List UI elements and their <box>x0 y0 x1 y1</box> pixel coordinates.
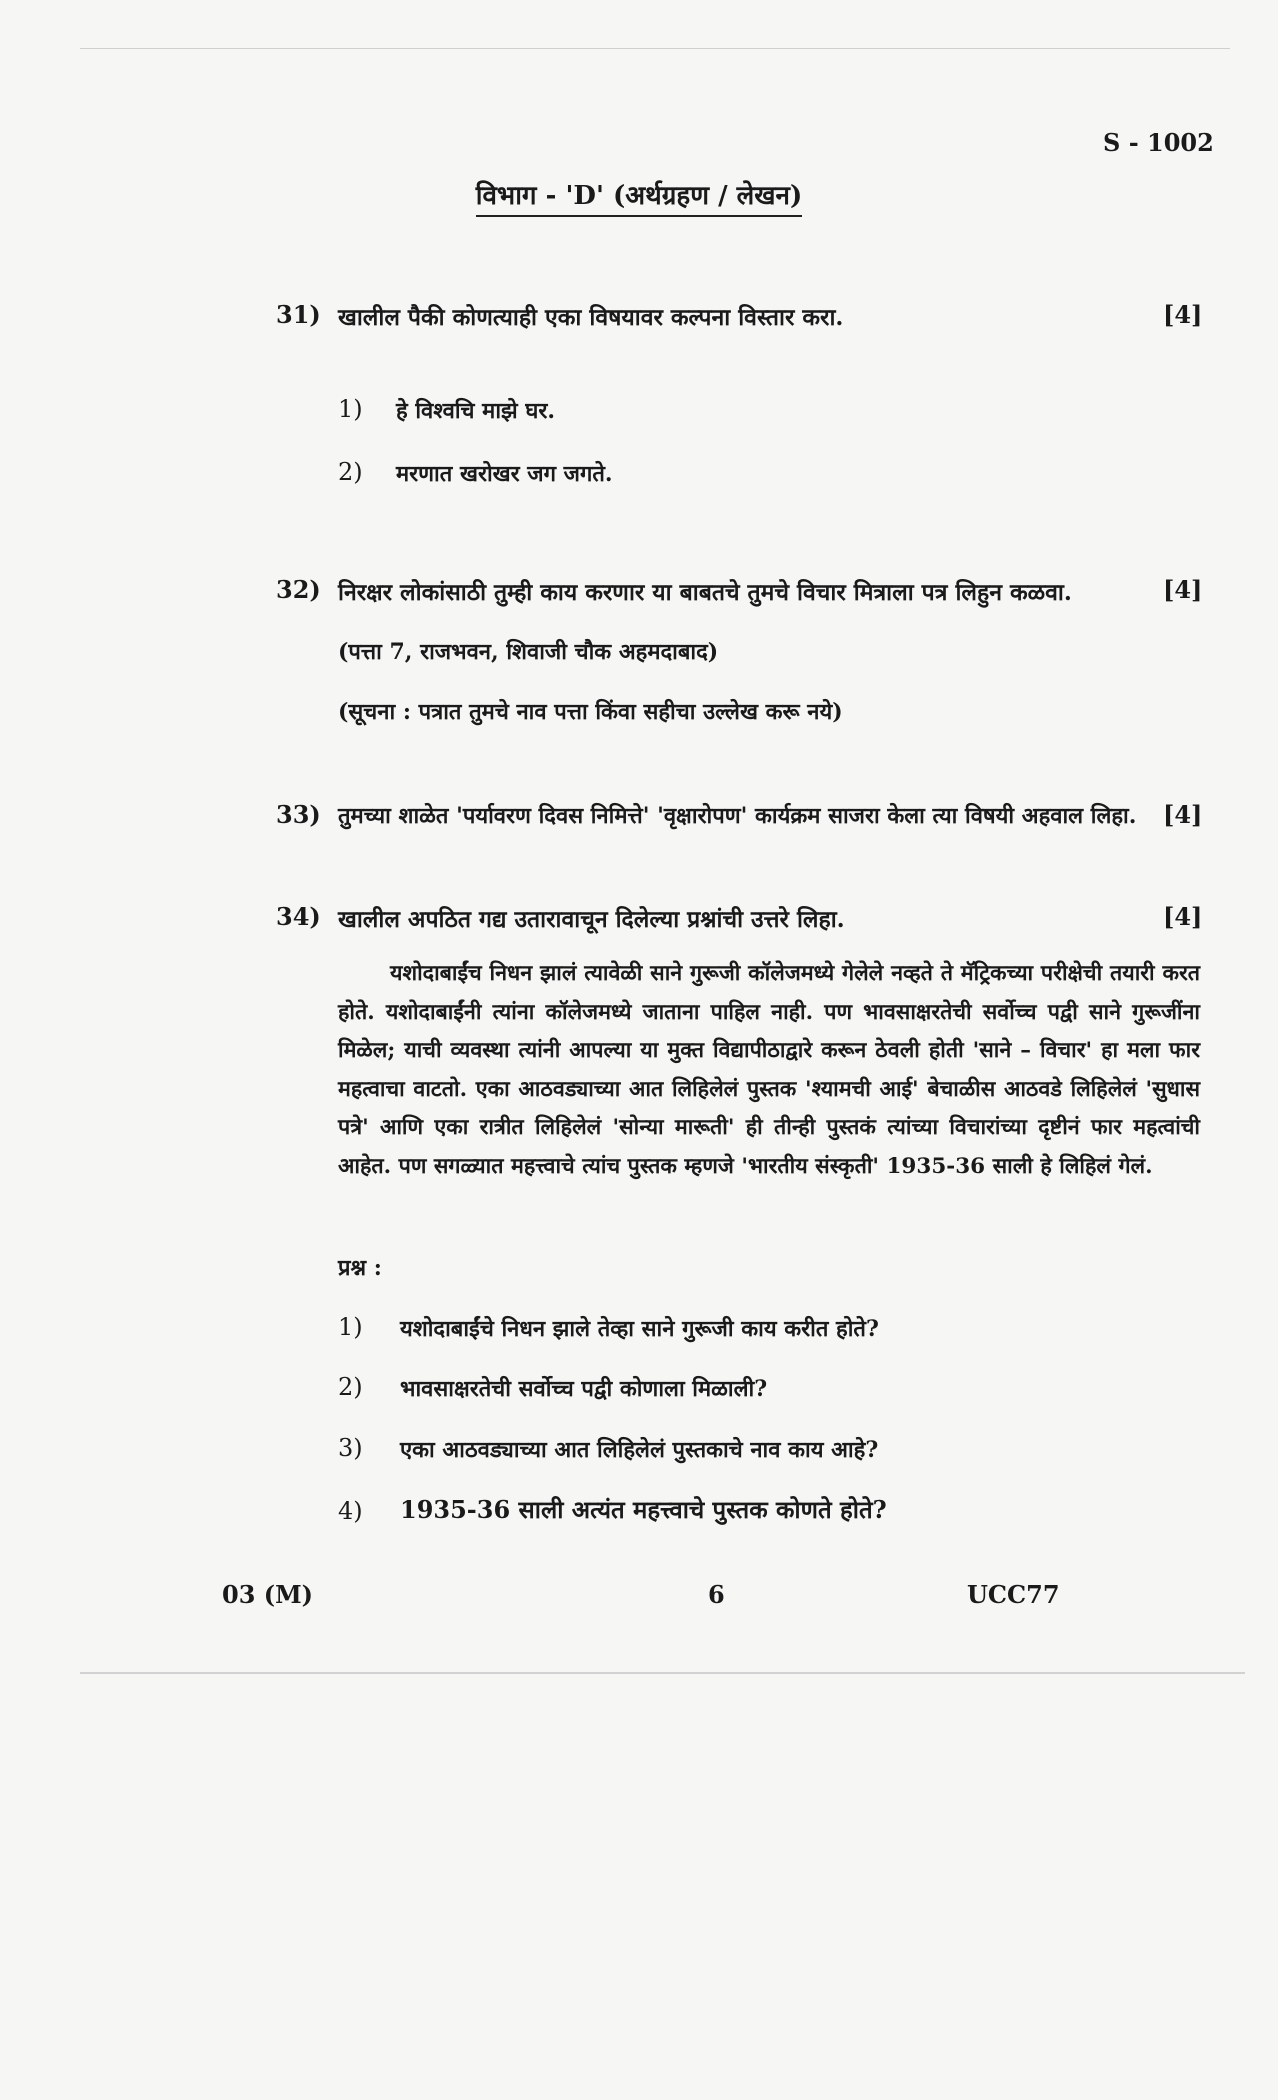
section-title-text: विभाग - 'D' (अर्थग्रहण / लेखन) <box>476 181 803 217</box>
option-number: 2) <box>338 458 363 486</box>
question-number: 32) <box>276 575 321 604</box>
questions-label: प्रश्न : <box>338 1255 382 1281</box>
question-marks: [4] <box>1163 800 1203 829</box>
top-rule <box>80 48 1230 49</box>
section-title <box>0 176 1278 212</box>
paper-code: S - 1002 <box>1103 128 1214 157</box>
footer-left-code: 03 (M) <box>222 1580 314 1609</box>
question-number: 33) <box>276 800 321 829</box>
sub-question-text: 1935-36 साली अत्यंत महत्त्वाचे पुस्तक कोणते होते? <box>400 1495 887 1524</box>
footer-right-code: UCC77 <box>967 1580 1060 1609</box>
sub-question-number: 4) <box>338 1497 363 1525</box>
question-marks: [4] <box>1163 575 1203 604</box>
passage: यशोदाबाईंच निधन झालं त्यावेळी साने गुरूजी कॉलेजमध्ये गेलेले नव्हते ते मॅट्रिकच्या परीक्षेची तयारी करत होते. यशोदाबाईंनी त्यांना कॉलेजमध्ये जाताना पाहिल नाही. पण भावसाक्षरतेची सर्वोच्च पद्वी साने गुरूजींना मिळेल; याची व्यवस्था त्यांनी आपल्या या मुक्त विद्यापीठाद्वारे करून ठेवली होती 'साने – विचार' हा मला फार महत्वाचा वाटतो. एका आठवड्याच्या आत लिहिलेलं पुस्तक 'श्यामची आई' बेचाळीस आठवडे लिहिलेलं 'सुधास पत्रे' आणि एका रात्रीत लिहिलेलं 'सोन्या मारूती' ही तीन्ही पुस्तकं त्यांच्या विचारांच्या दृष्टीनं फार महत्वांची आहेत. पण सगळ्यात महत्त्वाचे त्यांच पुस्तक म्हणजे 'भारतीय संस्कृती' 1935-36 साली हे लिहिलं गेलं. <box>338 961 1200 1179</box>
question-marks: [4] <box>1163 902 1203 931</box>
page-number: 6 <box>708 1580 725 1609</box>
address-line: (पत्ता 7, राजभवन, शिवाजी चौक अहमदाबाद) <box>338 639 719 665</box>
question-text: खालील पैकी कोणत्याही एका विषयावर कल्पना विस्तार करा. <box>338 304 844 331</box>
question-number: 31) <box>276 300 321 329</box>
sub-question-text: एका आठवड्याच्या आत लिहिलेलं पुस्तकाचे नाव काय आहे? <box>400 1437 879 1463</box>
question-marks: [4] <box>1163 300 1203 329</box>
sub-question-number: 2) <box>338 1373 363 1401</box>
sub-question-number: 1) <box>338 1313 363 1341</box>
option-number: 1) <box>338 395 363 423</box>
sub-question-number: 3) <box>338 1434 363 1462</box>
question-text: खालील अपठित गद्य उतारावाचून दिलेल्या प्रश्नांची उत्तरे लिहा. <box>338 906 845 933</box>
option-text: मरणात खरोखर जग जगते. <box>396 461 613 487</box>
question-text: तुमच्या शाळेत 'पर्यावरण दिवस निमित्ते' 'वृक्षारोपण' कार्यक्रम साजरा केला त्या विषयी अहवाल लिहा. <box>338 803 1137 829</box>
bottom-rule <box>80 1672 1245 1674</box>
sub-question-text: यशोदाबाईंचे निधन झाले तेव्हा साने गुरूजी काय करीत होते? <box>400 1316 879 1342</box>
question-text: निरक्षर लोकांसाठी तुम्ही काय करणार या बाबतचे तुमचे विचार मित्राला पत्र लिहुन कळवा. <box>338 579 1072 606</box>
question-number: 34) <box>276 902 321 931</box>
note-line: (सूचना : पत्रात तुमचे नाव पत्ता किंवा सहीचा उल्लेख करू नये) <box>338 699 843 725</box>
option-text: हे विश्वचि माझे घर. <box>396 398 555 424</box>
sub-question-text: भावसाक्षरतेची सर्वोच्च पद्वी कोणाला मिळाली? <box>400 1376 768 1402</box>
